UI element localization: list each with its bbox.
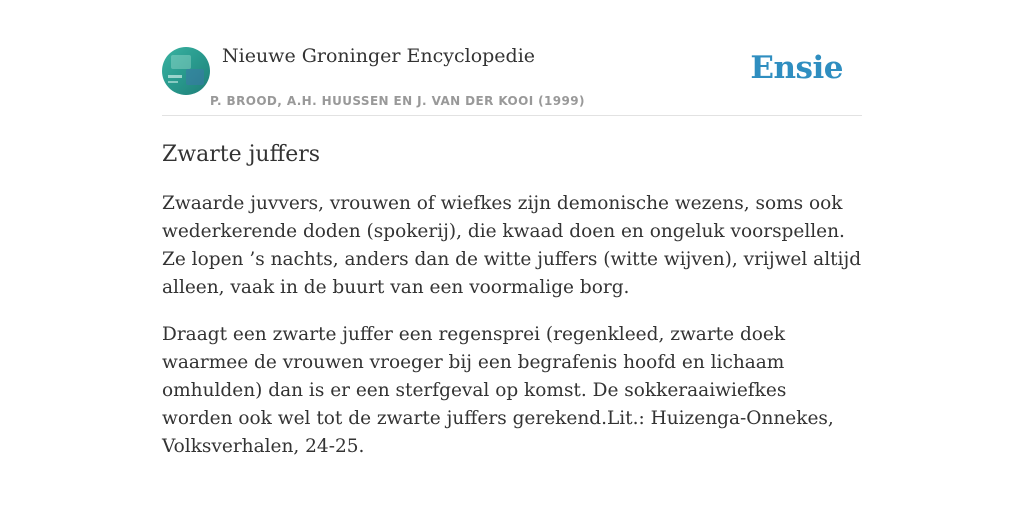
book-cover-icon[interactable]	[162, 47, 210, 95]
entry-title: Zwarte juffers	[162, 142, 321, 167]
entry-paragraph: Draagt een zwarte juffer een regensprei (regenkleed, zwarte doek waarmee de vrouwen vroeger bij een begrafenis hoofd en lichaam omhulden) dan is er een sterfgeval op komst. De sokkeraaiwiefkes worden ook wel tot de zwarte juffers gerekend.Lit.: Huizenga-Onnekes, Volksverhalen, 24-25.	[162, 324, 834, 457]
entry-paragraph: Zwaarde juvvers, vrouwen of wiefkes zijn demonische wezens, soms ook wederkerende doden (spokerij), die kwaad doen en ongeluk voorspellen. Ze lopen ’s nachts, anders dan de witte juffers (witte wijven), vrijwel altijd alleen, vaak in de buurt van een voormalige borg.	[162, 193, 862, 298]
ensie-logo[interactable]: Ensie	[750, 50, 843, 86]
entry-card	[162, 40, 862, 461]
source-header	[162, 40, 862, 116]
source-title[interactable]: Nieuwe Groninger Encyclopedie	[222, 45, 536, 67]
source-authors: P. BROOD, A.H. HUUSSEN EN J. VAN DER KOOI (1999)	[210, 94, 585, 108]
